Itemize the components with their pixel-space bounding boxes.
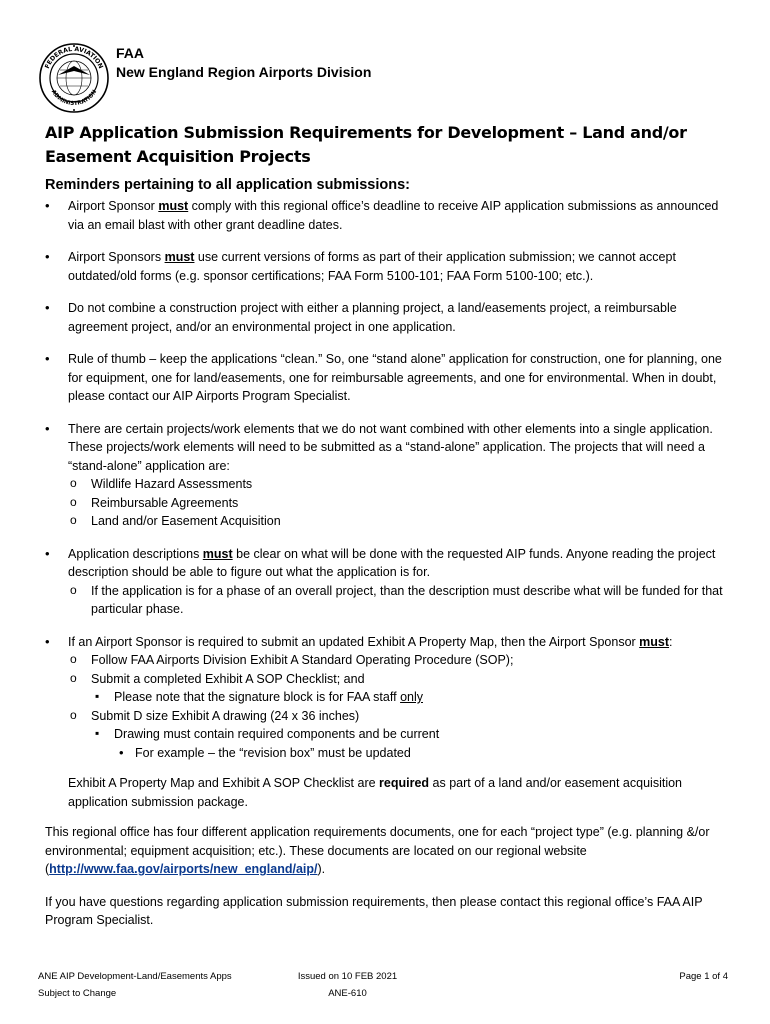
bold-text: required — [379, 776, 430, 790]
item-text: Drawing must contain required components and be current — [114, 727, 440, 741]
organization-name — [116, 44, 371, 82]
item-text: comply with this regional office’s deadline to receive AIP application submissions as announced via an email blast with other grant deadline dates. — [68, 199, 719, 232]
contact-paragraph: If you have questions regarding application submission requirements, then please contact this regional office’s FAA AIP Program Specialist. — [45, 894, 703, 927]
paragraph-text: ). — [317, 862, 326, 876]
regional-website-link[interactable]: http://www.faa.gov/airports/new_england/aip/ — [49, 862, 318, 876]
emphasis-text: must — [158, 199, 189, 213]
note-text: Exhibit A Property Map and Exhibit A SOP Checklist are — [68, 776, 380, 790]
square-list-item — [91, 688, 735, 707]
item-text: There are certain projects/work elements that we do not want combined with other elements into a single application. These projects/work elements will need to be submitted as a “stand-alone” application. The projects that will need a “stand-alone” application are: — [68, 421, 713, 473]
item-text: Do not combine a construction project with either a planning project, a land/easements project, a reimbursable agreement project, and/or an environmental project in one application. — [68, 301, 677, 334]
sub-list-item — [68, 670, 735, 707]
footer-office-code: ANE-610 — [328, 988, 367, 999]
list-item — [45, 350, 735, 406]
emphasis-text: must — [639, 634, 670, 649]
list-item — [45, 248, 735, 285]
sub-list-item: o If the application is for a phase of an overall project, than the description must describe what will be funded for that particular phase. — [68, 582, 735, 619]
dot-list-item: • For example – the “revision box” must be updated — [114, 744, 735, 763]
svg-text:ADMINISTRATION — [50, 89, 98, 107]
seal-bottom-text: ADMINISTRATION — [49, 89, 99, 108]
paragraph-text: This regional office has four different application requirements documents, one for each “project type” (e.g. planning &/or environmental; equipment acquisition; etc.). These documents are located on our regional website ( — [45, 825, 710, 876]
sub-list-item: o Wildlife Hazard Assessments — [68, 475, 735, 494]
list-item — [45, 299, 735, 336]
reminders-list — [45, 197, 735, 762]
sub-list-item: o Follow FAA Airports Division Exhibit A Standard Operating Procedure (SOP); — [68, 651, 735, 670]
exhibit-a-note — [45, 774, 735, 811]
sub-list-item: o Reimbursable Agreements — [68, 494, 735, 513]
item-text: Please note that the signature block is for FAA staff — [114, 690, 401, 704]
checklist-sub-list — [91, 688, 735, 707]
agency-name: FAA — [116, 45, 144, 61]
item-text: be clear on what will be done with the requested AIP funds. Anyone reading the project description should be able to figure out what the application is for. — [68, 546, 716, 579]
document-title: AIP Application Submission Requirements for Development – Land and/or Easement Acquisition Projects — [45, 123, 687, 166]
list-item — [45, 197, 735, 234]
sub-list-item — [68, 707, 735, 763]
item-text: Submit a completed Exhibit A SOP Checklist; and — [91, 671, 365, 686]
item-text: Rule of thumb – keep the applications “clean.” So, one “stand alone” application for construction, one for planning, one for equipment, one for land/easements, one for reimbursable agreements, and one for environmental. When in doubt, please contact our AIP Airports Program Specialist. — [68, 352, 722, 403]
sub-list-item: o Land and/or Easement Acquisition — [68, 512, 735, 531]
footer-doc-name: ANE AIP Development-Land/Easements Apps — [38, 971, 232, 982]
item-text: : — [669, 634, 673, 649]
standalone-projects-list — [68, 475, 735, 531]
item-text: Submit D size Exhibit A drawing (24 x 36 inches) — [91, 708, 360, 723]
item-text: If an Airport Sponsor is required to submit an updated Exhibit A Property Map, then the Airport Sponsor — [68, 634, 640, 649]
item-text: Airport Sponsors — [68, 250, 165, 264]
item-text: Application descriptions — [68, 546, 203, 561]
square-list-item — [91, 725, 735, 762]
list-item — [45, 420, 735, 531]
reminders-heading: Reminders pertaining to all application submissions: — [45, 177, 410, 193]
faa-seal-icon — [38, 42, 110, 114]
footer-subject: Subject to Change — [38, 988, 117, 999]
footer-issued-date: Issued on 10 FEB 2021 — [297, 971, 398, 982]
item-text: Airport Sponsor — [68, 199, 159, 213]
drawing-sub-list — [91, 725, 735, 762]
list-item — [45, 545, 735, 619]
seal-top-text: FEDERAL AVIATION — [43, 45, 105, 70]
division-name: New England Region Airports Division — [116, 64, 372, 80]
emphasis-text: must — [202, 546, 233, 561]
regional-website-paragraph — [45, 823, 735, 879]
footer-left — [38, 968, 232, 1002]
footer-center — [290, 968, 405, 1002]
emphasis-text: must — [164, 250, 195, 264]
description-sub-list — [68, 582, 735, 619]
list-item — [45, 633, 735, 763]
underlined-text: only — [400, 690, 423, 704]
drawing-example-list — [114, 744, 735, 763]
exhibit-a-sub-list — [68, 651, 735, 762]
page-number: Page 1 of 4 — [679, 971, 728, 982]
document-body — [45, 197, 735, 944]
item-text: use current versions of forms as part of their application submission; we cannot accept outdated/old forms (e.g. sponsor certifications; FAA Form 5100-101; FAA Form 5100-100; etc.). — [68, 250, 676, 283]
note-text: as part of a land and/or easement acquisition application submission package. — [68, 776, 682, 809]
